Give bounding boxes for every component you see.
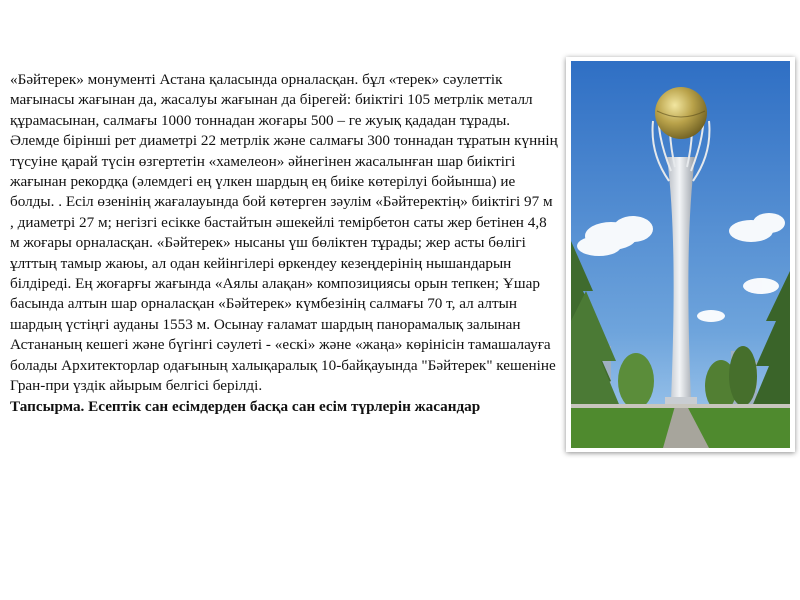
body-paragraph: «Бәйтерек» монументі Астана қаласында орналасқан. бұл «терек» сәулеттік мағынасы жағынан да, жасалуы жағынан да бірегей: биіктігі 105 метрлік металл құрамасынан, салмағы 1000 тоннадан жоғары 500 – ге жуық қададан тұрады. Әлемде бірінші рет диаметрі 22 метрлік және салмағы 300 тоннадан тұратын күннің түсуіне қарай түсін өзгертетін «хамелеон» әйнегінен жасалынған шар биіктігі жағынан рекордқа (әлемдегі ең үлкен шардың ең биіке көтерілуі бойынша) ие болды. . Есіл өзенінің жағалауында бой көтерген зәулім «Бәйтеректің» биіктігі 97 м , диаметрі 27 м; негізгі есікке бастайтын әшекейлі темірбетон саты жер бетінен 4,8 м жоғары орналасқан. «Бәйтерек» нысаны үш бөліктен тұрады; жер асты бөлігі ұлттың тамыр жаюы, ал одан кейінгілері өркендеу кезеңдерінің нышандарын білдіреді. Ең жоғарғы жағында «Аялы алақан» композициясы орын тепкен; Ұшар басында алтын шар орналасқан «Бәйтерек» күмбезінің салмағы 70 т, ал алтын шардың үстіңгі ауданы 1553 м. Осынау ғаламат шардың панорамалық залынан Астананың кешегі және бүгінгі сәулеті - «ескі» және «жаңа» көрінісін тамашалауға болады Архитекторлар одағының халықаралық 10-байқауында "Бәйтерек" кешеніне Гран-при үздік айырым белгісі берілді. [10, 71, 558, 395]
baiterek-photo [566, 57, 795, 452]
text-block [10, 70, 558, 417]
task-paragraph: Тапсырма. Есептік сан есімдерден басқа сан есім түрлерін жасандар [10, 397, 481, 415]
baiterek-tower-image [571, 61, 790, 448]
golden-sphere [655, 87, 707, 139]
